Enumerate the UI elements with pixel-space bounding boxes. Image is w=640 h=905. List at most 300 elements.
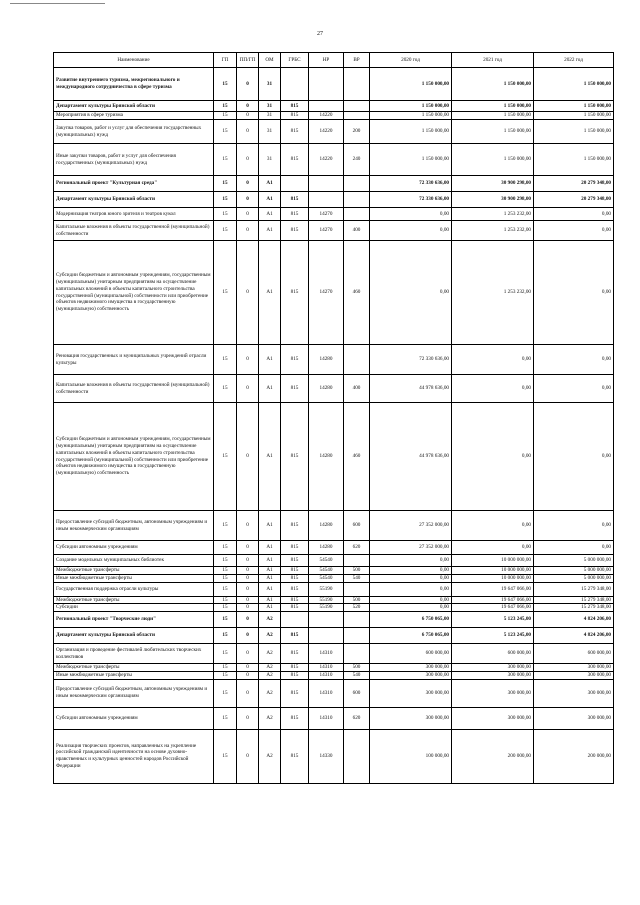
table-row xyxy=(54,208,614,221)
grbs-cell: 815 xyxy=(281,192,309,208)
gp-cell: 15 xyxy=(214,644,237,664)
vr-cell: 200 xyxy=(344,120,370,144)
vr-cell xyxy=(344,582,370,596)
vr-cell xyxy=(344,729,370,783)
nr-cell xyxy=(309,192,344,208)
grbs-cell: 815 xyxy=(281,403,309,511)
row-name: Предоставление субсидий бюджетным, автономным учреждениям и иным некоммерческим организациям xyxy=(54,679,214,707)
value-2021: 19 647 066,00 xyxy=(452,582,534,596)
value-2021: 1 150 000,00 xyxy=(452,144,534,176)
gp-cell: 15 xyxy=(214,345,237,375)
nr-cell: 14280 xyxy=(309,541,344,555)
value-2020: 27 352 000,00 xyxy=(370,541,452,555)
gp-cell: 15 xyxy=(214,671,237,679)
vr-cell: 400 xyxy=(344,221,370,241)
grbs-cell: 815 xyxy=(281,555,309,567)
nr-cell xyxy=(309,176,344,192)
table-row xyxy=(54,112,614,120)
nr-cell: 14220 xyxy=(309,112,344,120)
grbs-cell: 815 xyxy=(281,679,309,707)
grbs-cell: 815 xyxy=(281,345,309,375)
value-2022: 4 824 206,00 xyxy=(534,628,614,644)
row-name: Капитальные вложения в объекты государственной (муниципальной) собственности xyxy=(54,221,214,241)
om-cell: A1 xyxy=(259,221,281,241)
value-2022: 0,00 xyxy=(534,345,614,375)
gp-cell: 15 xyxy=(214,144,237,176)
gp-cell: 15 xyxy=(214,567,237,575)
nr-cell: 55190 xyxy=(309,596,344,604)
column-header: ПП/ГП xyxy=(237,53,259,68)
vr-cell: 460 xyxy=(344,241,370,345)
table-row xyxy=(54,612,614,628)
vr-cell: 460 xyxy=(344,403,370,511)
value-2020: 0,00 xyxy=(370,582,452,596)
value-2022: 15 279 348,00 xyxy=(534,604,614,612)
grbs-cell: 815 xyxy=(281,120,309,144)
gp-cell: 15 xyxy=(214,176,237,192)
value-2020: 72 330 636,00 xyxy=(370,345,452,375)
row-name: Департамент культуры Брянской области xyxy=(54,628,214,644)
value-2020: 1 150 000,00 xyxy=(370,112,452,120)
grbs-cell: 815 xyxy=(281,671,309,679)
grbs-cell: 815 xyxy=(281,208,309,221)
grbs-cell: 815 xyxy=(281,221,309,241)
grbs-cell: 815 xyxy=(281,664,309,672)
ppgp-cell: 0 xyxy=(237,582,259,596)
row-name: Модернизация театров юного зрителя и театров кукол xyxy=(54,208,214,221)
value-2022: 0,00 xyxy=(534,403,614,511)
table-row xyxy=(54,176,614,192)
row-name: Иные межбюджетные трансферты xyxy=(54,574,214,582)
om-cell: A1 xyxy=(259,403,281,511)
om-cell: A1 xyxy=(259,192,281,208)
value-2021: 0,00 xyxy=(452,511,534,541)
value-2021: 200 000,00 xyxy=(452,729,534,783)
om-cell: A1 xyxy=(259,375,281,403)
value-2020: 27 352 000,00 xyxy=(370,511,452,541)
gp-cell: 15 xyxy=(214,729,237,783)
vr-cell xyxy=(344,628,370,644)
nr-cell: 14310 xyxy=(309,671,344,679)
ppgp-cell: 0 xyxy=(237,541,259,555)
value-2021: 300 000,00 xyxy=(452,671,534,679)
om-cell: A2 xyxy=(259,612,281,628)
value-2021: 600 000,00 xyxy=(452,644,534,664)
value-2022: 1 150 000,00 xyxy=(534,68,614,101)
value-2021: 1 150 000,00 xyxy=(452,101,534,112)
column-header: НР xyxy=(309,53,344,68)
om-cell: 31 xyxy=(259,120,281,144)
grbs-cell: 815 xyxy=(281,112,309,120)
value-2020: 0,00 xyxy=(370,596,452,604)
row-name: Реализация творческих проектов, направленных на укрепление российской гражданской идентичности на основе духовно-нравственных и культурных ценностей народов Российской Федерации xyxy=(54,729,214,783)
gp-cell: 15 xyxy=(214,101,237,112)
value-2022: 15 279 348,00 xyxy=(534,596,614,604)
om-cell: A2 xyxy=(259,729,281,783)
om-cell: A1 xyxy=(259,555,281,567)
ppgp-cell: 0 xyxy=(237,729,259,783)
column-header: ОМ xyxy=(259,53,281,68)
row-name: Департамент культуры Брянской области xyxy=(54,192,214,208)
nr-cell: 14270 xyxy=(309,208,344,221)
grbs-cell: 815 xyxy=(281,596,309,604)
value-2022: 5 000 000,00 xyxy=(534,555,614,567)
vr-cell: 500 xyxy=(344,567,370,575)
grbs-cell: 815 xyxy=(281,604,309,612)
om-cell: 31 xyxy=(259,144,281,176)
top-edge-mark xyxy=(10,3,105,4)
nr-cell xyxy=(309,612,344,628)
vr-cell: 540 xyxy=(344,671,370,679)
om-cell: 31 xyxy=(259,68,281,101)
value-2021: 300 000,00 xyxy=(452,707,534,729)
row-name: Реновация государственных и муниципальных учреждений отрасли культуры xyxy=(54,345,214,375)
row-name: Региональный проект "Культурная среда" xyxy=(54,176,214,192)
value-2020: 0,00 xyxy=(370,574,452,582)
value-2022: 1 150 000,00 xyxy=(534,120,614,144)
value-2021: 1 253 232,00 xyxy=(452,208,534,221)
value-2022: 0,00 xyxy=(534,221,614,241)
gp-cell: 15 xyxy=(214,511,237,541)
vr-cell: 620 xyxy=(344,707,370,729)
ppgp-cell: 0 xyxy=(237,707,259,729)
grbs-cell: 815 xyxy=(281,628,309,644)
table-row xyxy=(54,664,614,672)
vr-cell: 520 xyxy=(344,604,370,612)
om-cell: A1 xyxy=(259,176,281,192)
value-2022: 300 000,00 xyxy=(534,671,614,679)
value-2022: 0,00 xyxy=(534,375,614,403)
nr-cell: 14330 xyxy=(309,729,344,783)
value-2022: 20 279 348,00 xyxy=(534,176,614,192)
vr-cell xyxy=(344,555,370,567)
om-cell: A1 xyxy=(259,596,281,604)
row-name: Закупка товаров, работ и услуг для обеспечения государственных (муниципальных) нужд xyxy=(54,120,214,144)
nr-cell xyxy=(309,628,344,644)
value-2020: 0,00 xyxy=(370,208,452,221)
om-cell: A1 xyxy=(259,241,281,345)
value-2020: 1 150 000,00 xyxy=(370,101,452,112)
gp-cell: 15 xyxy=(214,68,237,101)
gp-cell: 15 xyxy=(214,112,237,120)
value-2022: 1 150 000,00 xyxy=(534,112,614,120)
value-2021: 1 253 232,00 xyxy=(452,241,534,345)
value-2020: 300 000,00 xyxy=(370,664,452,672)
vr-cell: 620 xyxy=(344,541,370,555)
ppgp-cell: 0 xyxy=(237,555,259,567)
grbs-cell: 815 xyxy=(281,101,309,112)
nr-cell xyxy=(309,68,344,101)
value-2020: 1 150 000,00 xyxy=(370,68,452,101)
grbs-cell: 815 xyxy=(281,729,309,783)
nr-cell: 14220 xyxy=(309,144,344,176)
ppgp-cell: 0 xyxy=(237,604,259,612)
value-2021: 0,00 xyxy=(452,345,534,375)
nr-cell: 14280 xyxy=(309,345,344,375)
row-name: Мероприятия в сфере туризма xyxy=(54,112,214,120)
row-name: Субсидии xyxy=(54,604,214,612)
table-row xyxy=(54,679,614,707)
nr-cell: 14280 xyxy=(309,375,344,403)
vr-cell xyxy=(344,345,370,375)
value-2020: 0,00 xyxy=(370,241,452,345)
row-name: Межбюджетные трансферты xyxy=(54,567,214,575)
value-2020: 600 000,00 xyxy=(370,644,452,664)
value-2021: 0,00 xyxy=(452,375,534,403)
value-2020: 300 000,00 xyxy=(370,679,452,707)
value-2022: 1 150 000,00 xyxy=(534,101,614,112)
table-row xyxy=(54,644,614,664)
value-2022: 0,00 xyxy=(534,511,614,541)
vr-cell xyxy=(344,68,370,101)
grbs-cell: 815 xyxy=(281,511,309,541)
value-2021: 0,00 xyxy=(452,403,534,511)
value-2021: 19 647 066,00 xyxy=(452,604,534,612)
gp-cell: 15 xyxy=(214,208,237,221)
column-header: ГРБС xyxy=(281,53,309,68)
table-row xyxy=(54,574,614,582)
nr-cell: 55190 xyxy=(309,604,344,612)
value-2022: 300 000,00 xyxy=(534,679,614,707)
column-header: ВР xyxy=(344,53,370,68)
gp-cell: 15 xyxy=(214,679,237,707)
value-2022: 15 279 348,00 xyxy=(534,582,614,596)
grbs-cell: 815 xyxy=(281,375,309,403)
nr-cell: 55190 xyxy=(309,582,344,596)
om-cell: 31 xyxy=(259,101,281,112)
table-row xyxy=(54,707,614,729)
gp-cell: 15 xyxy=(214,604,237,612)
column-header: 2022 год xyxy=(534,53,614,68)
ppgp-cell: 0 xyxy=(237,671,259,679)
gp-cell: 15 xyxy=(214,403,237,511)
row-name: Иные межбюджетные трансферты xyxy=(54,671,214,679)
ppgp-cell: 0 xyxy=(237,664,259,672)
nr-cell: 14270 xyxy=(309,241,344,345)
om-cell: A1 xyxy=(259,541,281,555)
value-2020: 0,00 xyxy=(370,604,452,612)
value-2022: 5 000 000,00 xyxy=(534,574,614,582)
column-header: ГП xyxy=(214,53,237,68)
om-cell: A1 xyxy=(259,345,281,375)
row-name: Капитальные вложения в объекты государственной (муниципальной) собственности xyxy=(54,375,214,403)
table-header-row xyxy=(54,53,614,68)
grbs-cell: 815 xyxy=(281,574,309,582)
ppgp-cell: 0 xyxy=(237,208,259,221)
om-cell: A1 xyxy=(259,511,281,541)
value-2021: 30 900 298,00 xyxy=(452,192,534,208)
table-row xyxy=(54,729,614,783)
grbs-cell: 815 xyxy=(281,541,309,555)
value-2022: 20 279 348,00 xyxy=(534,192,614,208)
value-2021: 1 150 000,00 xyxy=(452,68,534,101)
value-2020: 0,00 xyxy=(370,555,452,567)
value-2021: 30 900 298,00 xyxy=(452,176,534,192)
ppgp-cell: 0 xyxy=(237,574,259,582)
value-2021: 1 150 000,00 xyxy=(452,120,534,144)
row-name: Субсидии автономным учреждениям xyxy=(54,541,214,555)
gp-cell: 15 xyxy=(214,612,237,628)
value-2022: 300 000,00 xyxy=(534,707,614,729)
gp-cell: 15 xyxy=(214,664,237,672)
grbs-cell: 815 xyxy=(281,644,309,664)
value-2022: 4 824 206,00 xyxy=(534,612,614,628)
vr-cell: 500 xyxy=(344,596,370,604)
table-row xyxy=(54,144,614,176)
om-cell: A2 xyxy=(259,664,281,672)
budget-table xyxy=(53,52,614,784)
value-2020: 1 150 000,00 xyxy=(370,120,452,144)
ppgp-cell: 0 xyxy=(237,221,259,241)
gp-cell: 15 xyxy=(214,707,237,729)
value-2020: 6 750 065,00 xyxy=(370,628,452,644)
value-2020: 300 000,00 xyxy=(370,671,452,679)
gp-cell: 15 xyxy=(214,375,237,403)
om-cell: A1 xyxy=(259,208,281,221)
grbs-cell: 815 xyxy=(281,707,309,729)
table-row xyxy=(54,241,614,345)
row-name: Межбюджетные трансферты xyxy=(54,664,214,672)
gp-cell: 15 xyxy=(214,241,237,345)
gp-cell: 15 xyxy=(214,555,237,567)
vr-cell xyxy=(344,208,370,221)
column-header: Наименование xyxy=(54,53,214,68)
gp-cell: 15 xyxy=(214,582,237,596)
vr-cell xyxy=(344,644,370,664)
table-row xyxy=(54,221,614,241)
value-2020: 0,00 xyxy=(370,567,452,575)
table-row xyxy=(54,596,614,604)
row-name: Организация и проведение фестивалей любительских творческих коллективов xyxy=(54,644,214,664)
ppgp-cell: 0 xyxy=(237,120,259,144)
table-row xyxy=(54,68,614,101)
vr-cell xyxy=(344,192,370,208)
grbs-cell: 815 xyxy=(281,241,309,345)
vr-cell: 540 xyxy=(344,574,370,582)
ppgp-cell: 0 xyxy=(237,345,259,375)
nr-cell: 54540 xyxy=(309,574,344,582)
table-row xyxy=(54,671,614,679)
value-2021: 300 000,00 xyxy=(452,664,534,672)
ppgp-cell: 0 xyxy=(237,144,259,176)
ppgp-cell: 0 xyxy=(237,375,259,403)
table-row xyxy=(54,604,614,612)
value-2020: 6 750 065,00 xyxy=(370,612,452,628)
table-row xyxy=(54,192,614,208)
nr-cell: 14280 xyxy=(309,511,344,541)
value-2021: 10 000 000,00 xyxy=(452,574,534,582)
table-row xyxy=(54,555,614,567)
row-name: Государственная поддержка отрасли культуры xyxy=(54,582,214,596)
value-2022: 600 000,00 xyxy=(534,644,614,664)
value-2020: 72 330 636,00 xyxy=(370,176,452,192)
gp-cell: 15 xyxy=(214,574,237,582)
table-body xyxy=(54,68,614,784)
grbs-cell: 815 xyxy=(281,144,309,176)
om-cell: A1 xyxy=(259,574,281,582)
value-2021: 1 253 232,00 xyxy=(452,221,534,241)
gp-cell: 15 xyxy=(214,628,237,644)
om-cell: A2 xyxy=(259,628,281,644)
ppgp-cell: 0 xyxy=(237,192,259,208)
table-row xyxy=(54,101,614,112)
table-row xyxy=(54,511,614,541)
row-name: Субсидии автономным учреждениям xyxy=(54,707,214,729)
om-cell: 31 xyxy=(259,112,281,120)
vr-cell: 500 xyxy=(344,664,370,672)
gp-cell: 15 xyxy=(214,192,237,208)
ppgp-cell: 0 xyxy=(237,101,259,112)
ppgp-cell: 0 xyxy=(237,241,259,345)
om-cell: A2 xyxy=(259,679,281,707)
ppgp-cell: 0 xyxy=(237,68,259,101)
grbs-cell: 815 xyxy=(281,567,309,575)
gp-cell: 15 xyxy=(214,596,237,604)
row-name: Развитие внутреннего туризма, межрегионального и международного сотрудничества в сфере туризма xyxy=(54,68,214,101)
ppgp-cell: 0 xyxy=(237,176,259,192)
row-name: Иные закупки товаров, работ и услуг для обеспечения государственных (муниципальных) нужд xyxy=(54,144,214,176)
value-2022: 0,00 xyxy=(534,541,614,555)
gp-cell: 15 xyxy=(214,541,237,555)
row-name: Субсидии бюджетным и автономным учреждениям, государственным (муниципальным) унитарным предприятиям на осуществление капитальных вложений в объекты капитального строительства государственной (муниципальной) собственности или приобретение объектов недвижимого имущества в государственную (муниципальную) собственность xyxy=(54,241,214,345)
row-name: Предоставление субсидий бюджетным, автономным учреждениям и иным некоммерческим организациям xyxy=(54,511,214,541)
nr-cell: 14310 xyxy=(309,644,344,664)
nr-cell xyxy=(309,101,344,112)
vr-cell: 240 xyxy=(344,144,370,176)
grbs-cell xyxy=(281,68,309,101)
nr-cell: 14310 xyxy=(309,664,344,672)
value-2021: 10 000 000,00 xyxy=(452,567,534,575)
om-cell: A2 xyxy=(259,671,281,679)
om-cell: A1 xyxy=(259,567,281,575)
vr-cell: 600 xyxy=(344,511,370,541)
ppgp-cell: 0 xyxy=(237,628,259,644)
grbs-cell xyxy=(281,612,309,628)
table-row xyxy=(54,375,614,403)
om-cell: A1 xyxy=(259,604,281,612)
vr-cell xyxy=(344,101,370,112)
value-2020: 44 978 636,00 xyxy=(370,375,452,403)
ppgp-cell: 0 xyxy=(237,112,259,120)
column-header: 2021 год xyxy=(452,53,534,68)
ppgp-cell: 0 xyxy=(237,511,259,541)
table-row xyxy=(54,582,614,596)
om-cell: A2 xyxy=(259,644,281,664)
ppgp-cell: 0 xyxy=(237,679,259,707)
nr-cell: 14270 xyxy=(309,221,344,241)
table-row xyxy=(54,628,614,644)
om-cell: A2 xyxy=(259,707,281,729)
value-2021: 1 150 000,00 xyxy=(452,112,534,120)
ppgp-cell: 0 xyxy=(237,596,259,604)
nr-cell: 14220 xyxy=(309,120,344,144)
nr-cell: 54540 xyxy=(309,555,344,567)
value-2020: 44 978 636,00 xyxy=(370,403,452,511)
value-2022: 0,00 xyxy=(534,241,614,345)
value-2021: 10 000 000,00 xyxy=(452,555,534,567)
nr-cell: 14280 xyxy=(309,403,344,511)
table-row xyxy=(54,345,614,375)
value-2022: 300 000,00 xyxy=(534,664,614,672)
gp-cell: 15 xyxy=(214,221,237,241)
table-row xyxy=(54,120,614,144)
vr-cell xyxy=(344,112,370,120)
value-2021: 0,00 xyxy=(452,541,534,555)
value-2020: 0,00 xyxy=(370,221,452,241)
grbs-cell: 815 xyxy=(281,582,309,596)
row-name: Департамент культуры Брянской области xyxy=(54,101,214,112)
value-2020: 100 000,00 xyxy=(370,729,452,783)
